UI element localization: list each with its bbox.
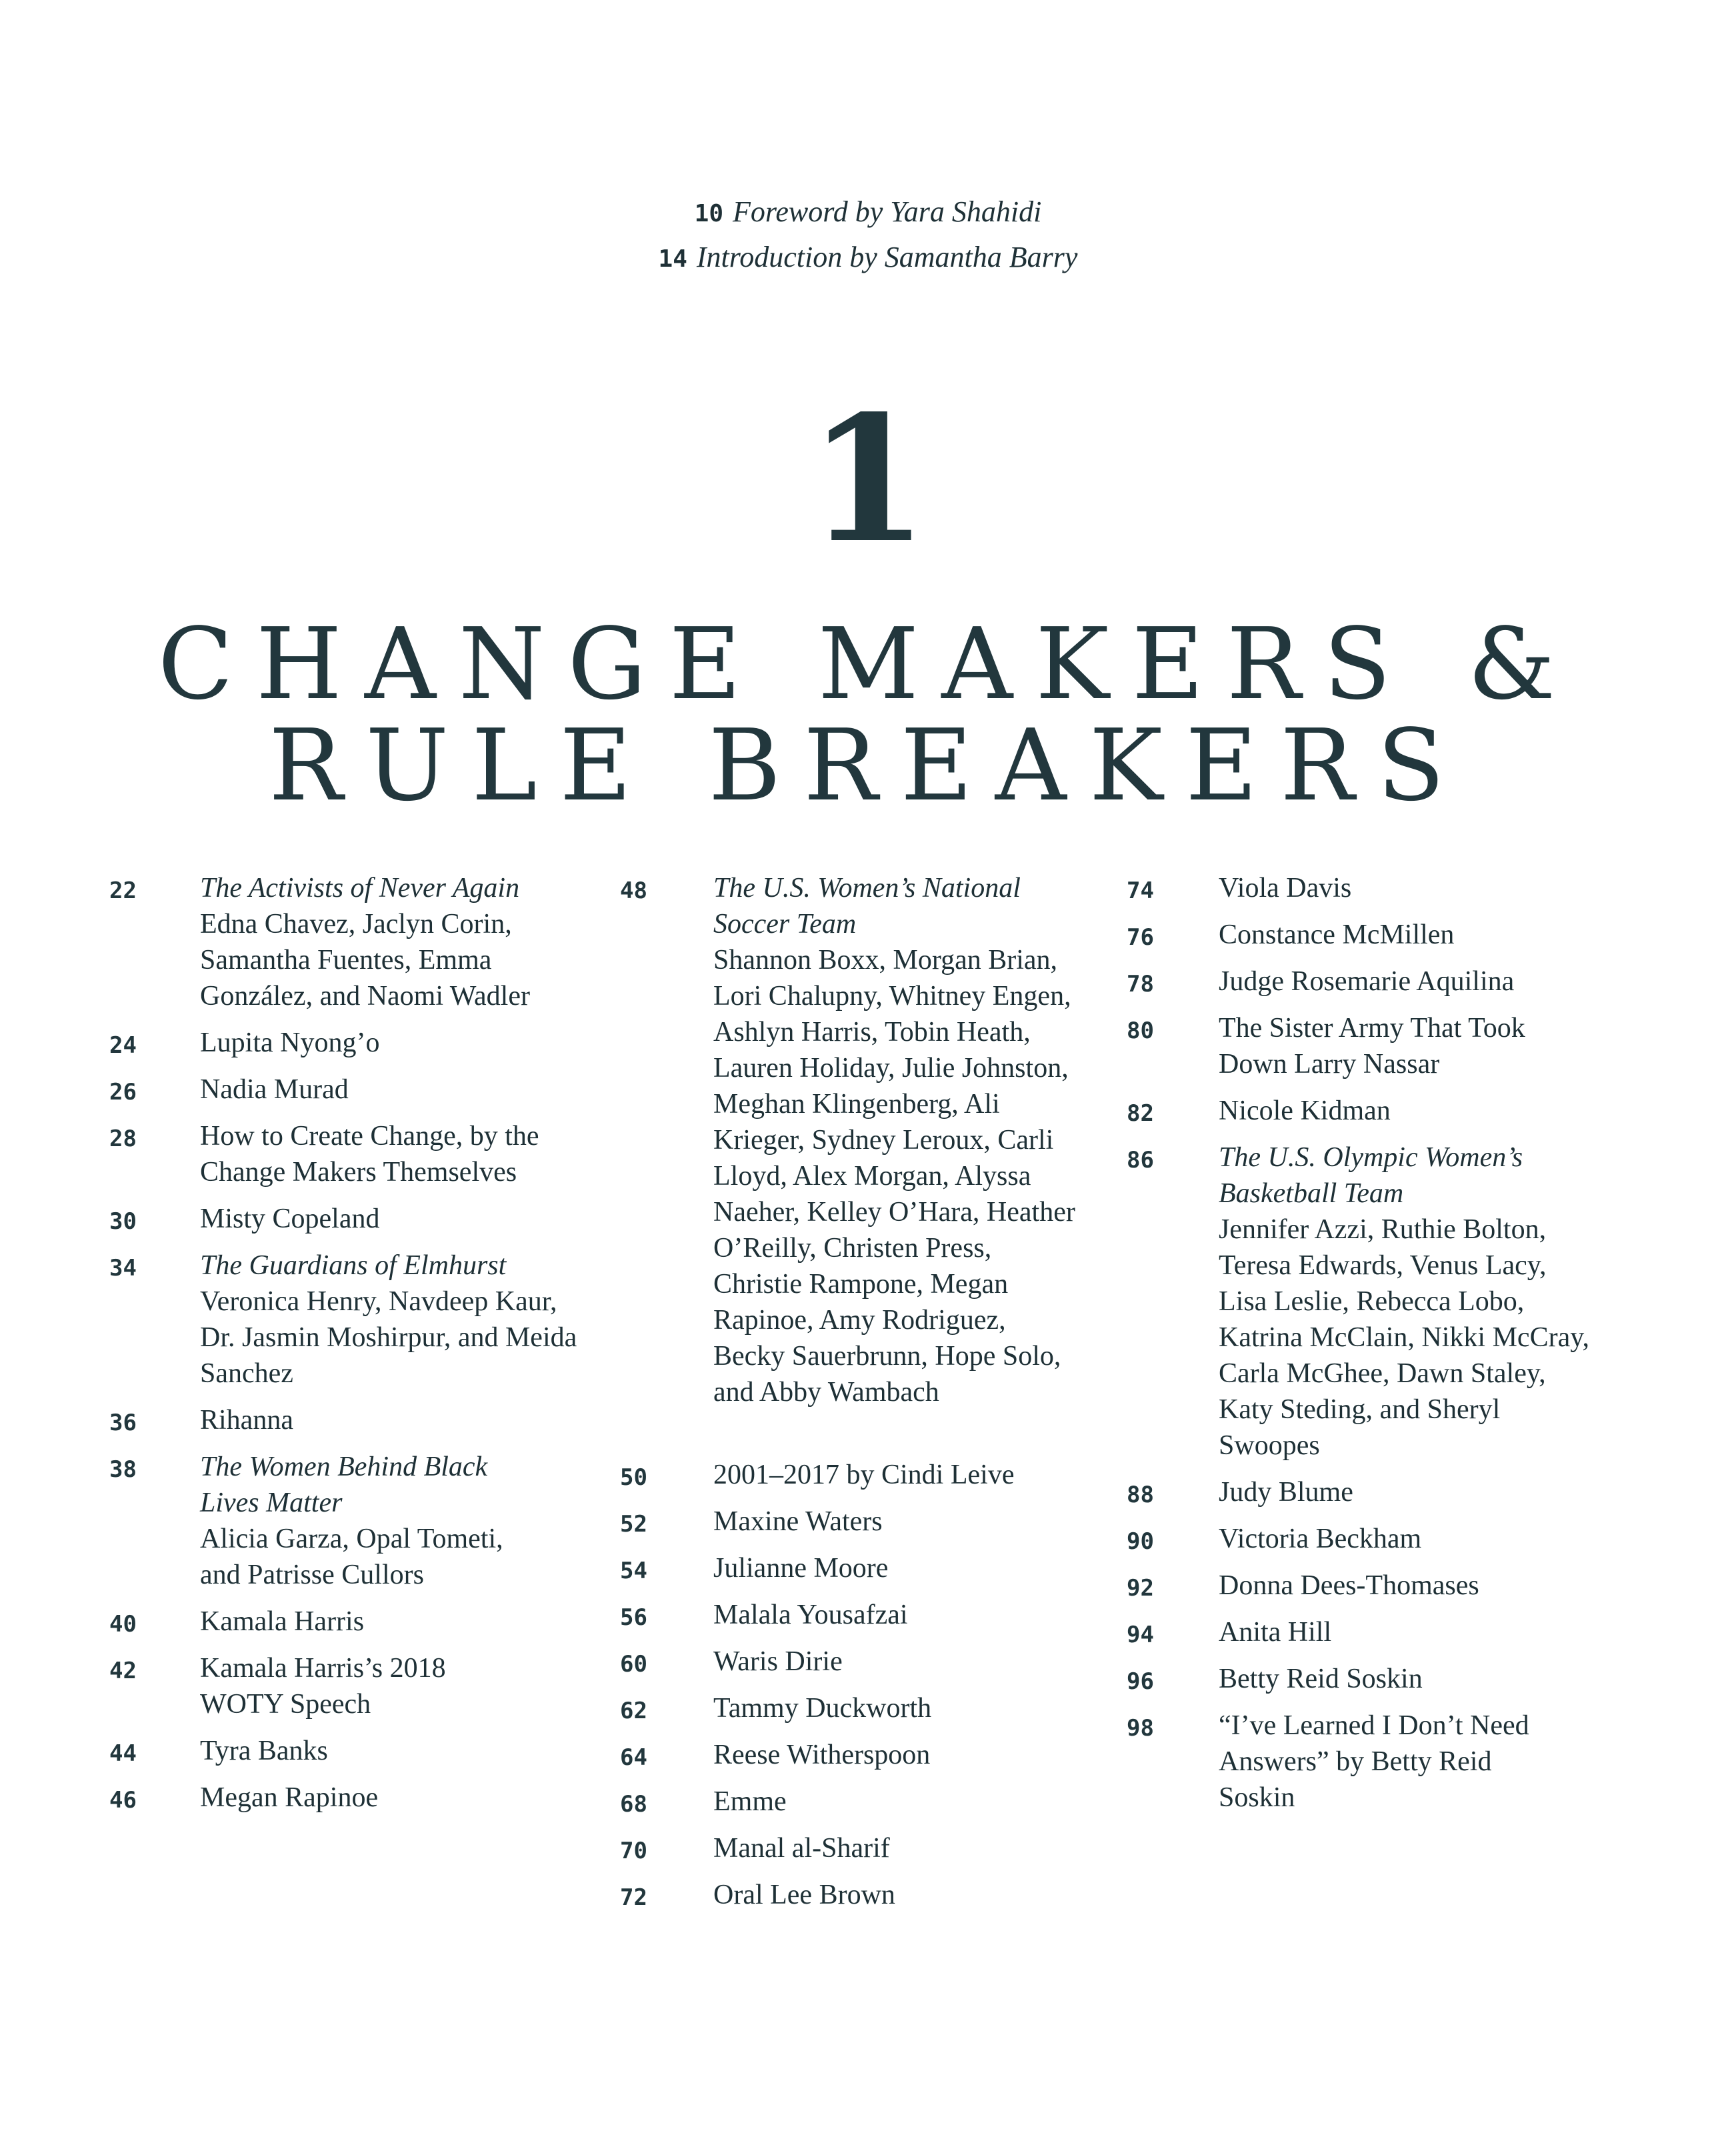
page-number: 96 bbox=[1127, 1668, 1154, 1695]
page-number: 56 bbox=[620, 1604, 647, 1631]
toc-entry[interactable] bbox=[1127, 917, 1607, 953]
entry-title: Tyra Banks bbox=[200, 1736, 328, 1766]
toc-entry[interactable] bbox=[1127, 1614, 1607, 1650]
page-number: 78 bbox=[1127, 971, 1154, 997]
toc-entry[interactable] bbox=[1127, 1521, 1607, 1557]
toc-entry[interactable] bbox=[109, 1201, 589, 1237]
entry-title: Waris Dirie bbox=[713, 1646, 843, 1677]
page-number: 40 bbox=[109, 1611, 137, 1638]
page-number: 42 bbox=[109, 1658, 137, 1684]
page-number: 30 bbox=[109, 1208, 137, 1235]
page-number: 62 bbox=[620, 1698, 647, 1724]
toc-entry[interactable] bbox=[620, 1784, 1100, 1820]
entry-title: Introduction by Samantha Barry bbox=[696, 241, 1078, 273]
entry-title: Oral Lee Brown bbox=[713, 1880, 895, 1910]
page-number: 90 bbox=[1127, 1528, 1154, 1555]
page-number: 72 bbox=[620, 1884, 647, 1911]
toc-entry[interactable] bbox=[109, 1604, 589, 1640]
entry-title: The U.S. Women’s National Soccer Team bbox=[713, 873, 1021, 939]
entry-title: Judge Rosemarie Aquilina bbox=[1219, 966, 1515, 997]
entry-subtitle: Shannon Boxx, Morgan Brian, Lori Chalupny, Whitney Engen, Ashlyn Harris, Tobin Heath, Lauren Holiday, Julie Johnston, Meghan Klingenberg, Ali Krieger, Sydney Leroux, Carli Lloyd, Alex Morgan, Alyssa Naeher, Kelley O’Hara, Heather O’Reilly, Christen Press, Christie Rampone, Megan Rapinoe, Amy Rodriguez, Becky Sauerbrunn, Hope Solo, and Abby Wambach bbox=[713, 945, 1075, 1408]
page-number: 34 bbox=[109, 1255, 137, 1282]
entry-subtitle: Alicia Garza, Opal Tometi, and Patrisse Cullors bbox=[200, 1524, 503, 1590]
entry-title: Julianne Moore bbox=[713, 1553, 889, 1584]
entry-title: Megan Rapinoe bbox=[200, 1782, 379, 1813]
entry-title: Tammy Duckworth bbox=[713, 1693, 932, 1724]
page-number: 82 bbox=[1127, 1100, 1154, 1127]
page-number: 54 bbox=[620, 1558, 647, 1584]
toc-entry[interactable] bbox=[1127, 1708, 1607, 1816]
toc-entry[interactable] bbox=[109, 1025, 589, 1061]
entry-title: Kamala Harris bbox=[200, 1606, 365, 1637]
entry-title: Judy Blume bbox=[1219, 1477, 1353, 1508]
page-number: 10 bbox=[694, 200, 724, 227]
toc-entry[interactable] bbox=[620, 1550, 1100, 1586]
entry-title: The Guardians of Elmhurst bbox=[200, 1250, 507, 1281]
page-number: 36 bbox=[109, 1410, 137, 1436]
toc-entry[interactable] bbox=[109, 1072, 589, 1108]
page-number: 88 bbox=[1127, 1482, 1154, 1508]
toc-entry[interactable] bbox=[620, 1877, 1100, 1913]
toc-entry[interactable] bbox=[109, 1449, 589, 1593]
entry-title: Maxine Waters bbox=[713, 1506, 883, 1537]
chapter-title bbox=[0, 607, 1736, 823]
page-number: 52 bbox=[620, 1511, 647, 1538]
entry-title: Reese Witherspoon bbox=[713, 1740, 931, 1770]
toc-entry[interactable] bbox=[1127, 1474, 1607, 1510]
toc-entry[interactable] bbox=[1127, 1661, 1607, 1697]
page-number: 94 bbox=[1127, 1622, 1154, 1648]
toc-entry[interactable] bbox=[1127, 1010, 1607, 1082]
page-number: 24 bbox=[109, 1032, 137, 1059]
entry-subtitle: Edna Chavez, Jaclyn Corin, Samantha Fuentes, Emma González, and Naomi Wadler bbox=[200, 909, 530, 1011]
page-number: 76 bbox=[1127, 924, 1154, 951]
toc-entry[interactable] bbox=[109, 870, 589, 1014]
toc-entry[interactable] bbox=[620, 1830, 1100, 1866]
toc-entry[interactable] bbox=[1127, 1140, 1607, 1464]
toc-entry[interactable] bbox=[1127, 963, 1607, 999]
entry-subtitle: Veronica Henry, Navdeep Kaur, Dr. Jasmin Moshirpur, and Meida Sanchez bbox=[200, 1286, 577, 1389]
toc-entry[interactable] bbox=[620, 1690, 1100, 1726]
entry-title: Emme bbox=[713, 1786, 787, 1817]
toc-entry[interactable] bbox=[1127, 870, 1607, 906]
page-number: 38 bbox=[109, 1456, 137, 1483]
toc-entry[interactable] bbox=[109, 1248, 589, 1392]
entry-title: Foreword by Yara Shahidi bbox=[733, 195, 1042, 228]
page-number: 22 bbox=[109, 877, 137, 904]
page-number: 64 bbox=[620, 1744, 647, 1771]
entry-title: “I’ve Learned I Don’t Need Answers” by Betty Reid Soskin bbox=[1219, 1710, 1529, 1813]
toc-entry[interactable] bbox=[620, 1457, 1100, 1493]
entry-title: The Women Behind Black Lives Matter bbox=[200, 1452, 488, 1518]
page-number: 14 bbox=[658, 245, 687, 273]
chapter-title-line-2: RULE BREAKERS bbox=[268, 708, 1468, 823]
toc-entry[interactable] bbox=[109, 1733, 589, 1769]
page-number: 26 bbox=[109, 1079, 137, 1106]
entry-title: Nicole Kidman bbox=[1219, 1096, 1391, 1126]
page-number: 68 bbox=[620, 1791, 647, 1818]
page-number: 44 bbox=[109, 1740, 137, 1767]
page-number: 74 bbox=[1127, 877, 1154, 904]
entry-title: The U.S. Olympic Women’s Basketball Team bbox=[1219, 1142, 1523, 1209]
page-number: 60 bbox=[620, 1651, 647, 1678]
page-number: 86 bbox=[1127, 1147, 1154, 1174]
entry-title: The Sister Army That Took Down Larry Nassar bbox=[1219, 1013, 1525, 1080]
entry-title: Rihanna bbox=[200, 1405, 293, 1436]
page-number: 50 bbox=[620, 1464, 647, 1491]
toc-entry[interactable] bbox=[620, 1644, 1100, 1680]
entry-title: Manal al-Sharif bbox=[713, 1833, 890, 1864]
entry-title: Victoria Beckham bbox=[1219, 1524, 1422, 1554]
entry-title: Kamala Harris’s 2018 WOTY Speech bbox=[200, 1653, 446, 1720]
page-number: 70 bbox=[620, 1838, 647, 1864]
entry-title: Betty Reid Soskin bbox=[1219, 1664, 1423, 1694]
toc-entry[interactable] bbox=[620, 1597, 1100, 1633]
page-number: 80 bbox=[1127, 1017, 1154, 1044]
toc-entry[interactable] bbox=[1127, 1093, 1607, 1129]
toc-entry[interactable] bbox=[109, 1118, 589, 1190]
toc-entry[interactable] bbox=[109, 1402, 589, 1438]
entry-title: Nadia Murad bbox=[200, 1074, 349, 1105]
page-number: 28 bbox=[109, 1126, 137, 1152]
toc-column-1 bbox=[109, 870, 589, 1826]
chapter-number: 1 bbox=[807, 378, 929, 581]
entry-title: Misty Copeland bbox=[200, 1204, 380, 1234]
entry-title: How to Create Change, by the Change Makers Themselves bbox=[200, 1121, 539, 1188]
entry-subtitle: Jennifer Azzi, Ruthie Bolton, Teresa Edwards, Venus Lacy, Lisa Leslie, Rebecca Lobo, Katrina McClain, Nikki McCray, Carla McGhee, Dawn Staley, Katy Steding, and Sheryl Swoopes bbox=[1219, 1214, 1589, 1461]
toc-entry[interactable] bbox=[620, 870, 1100, 1446]
toc-column-3 bbox=[1127, 870, 1607, 1826]
page-number: 48 bbox=[620, 877, 647, 904]
toc-entry[interactable] bbox=[109, 1780, 589, 1816]
toc-entry[interactable] bbox=[1127, 1568, 1607, 1604]
front-matter-item[interactable] bbox=[0, 189, 1736, 235]
page-number: 98 bbox=[1127, 1715, 1154, 1742]
front-matter bbox=[0, 189, 1736, 280]
chapter-title-line-1: CHANGE MAKERS & bbox=[157, 607, 1579, 721]
entry-title: Viola Davis bbox=[1219, 873, 1352, 903]
entry-title: 2001–2017 by Cindi Leive bbox=[713, 1460, 1015, 1490]
entry-title: Lupita Nyong’o bbox=[200, 1027, 380, 1058]
front-matter-item[interactable] bbox=[0, 235, 1736, 280]
toc-entry[interactable] bbox=[109, 1650, 589, 1722]
page-number: 92 bbox=[1127, 1575, 1154, 1602]
entry-title: Constance McMillen bbox=[1219, 919, 1455, 950]
entry-title: Anita Hill bbox=[1219, 1617, 1332, 1648]
page-number: 46 bbox=[109, 1787, 137, 1814]
toc-column-2 bbox=[620, 870, 1100, 1924]
entry-title: The Activists of Never Again bbox=[200, 873, 520, 903]
entry-title: Donna Dees-Thomases bbox=[1219, 1570, 1479, 1601]
toc-entry[interactable] bbox=[620, 1737, 1100, 1773]
toc-entry[interactable] bbox=[620, 1504, 1100, 1540]
entry-title: Malala Yousafzai bbox=[713, 1600, 908, 1630]
